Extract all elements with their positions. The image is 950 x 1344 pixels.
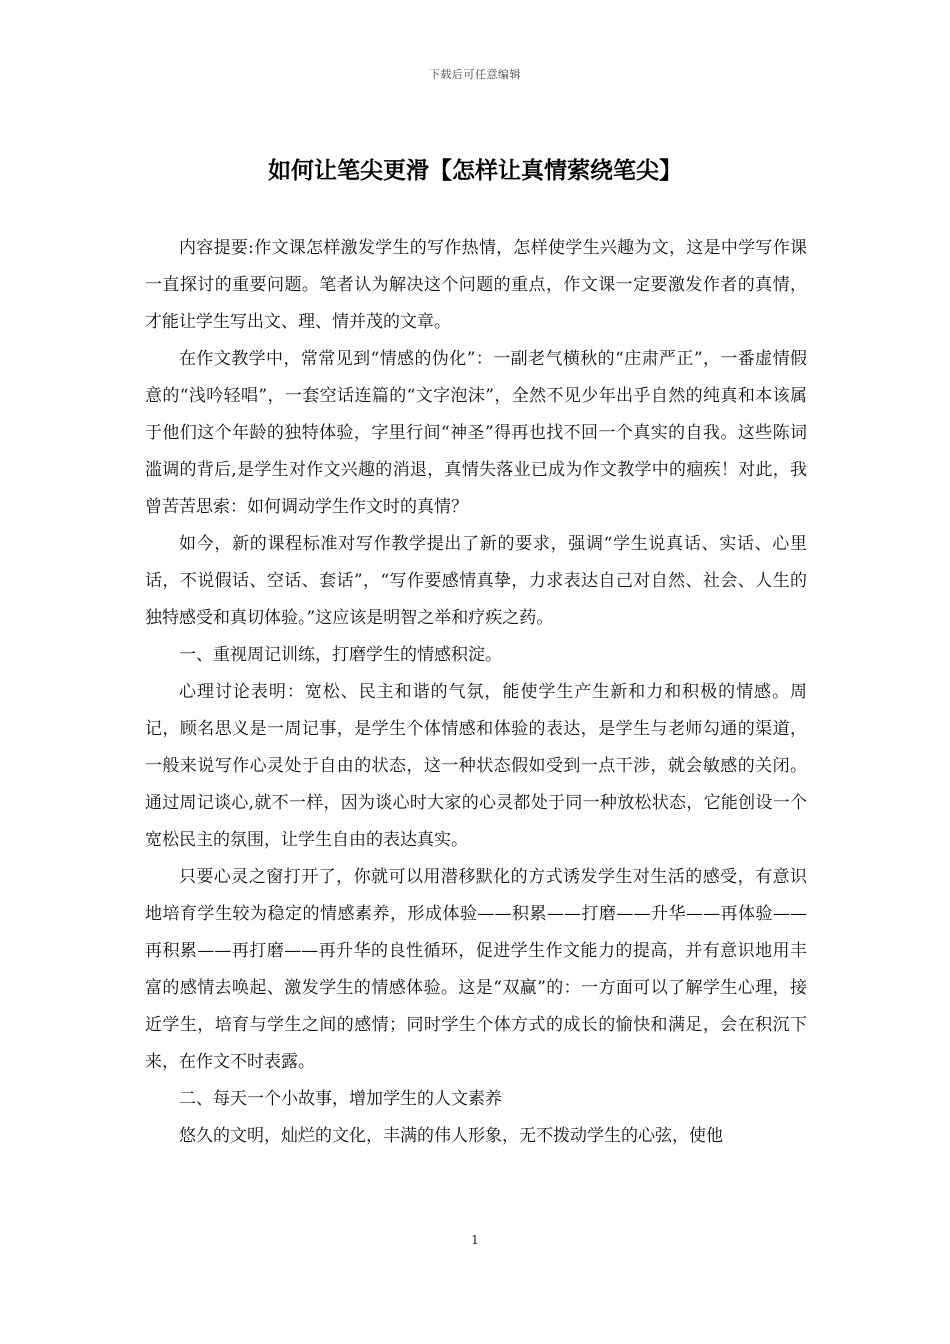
page-number: 1 [471, 1233, 479, 1247]
header-note: 下载后可任意编辑 [429, 68, 521, 81]
paragraph: 悠久的文明，灿烂的文化，丰满的伟人形象，无不拨动学生的心弦，使他 [179, 1126, 723, 1146]
document-body [145, 230, 807, 1155]
paragraph-abstract: 内容提要:作文课怎样激发学生的写作热情，怎样使学生兴趣为文，这是中学写作课一直探讨的重要问题。笔者认为解决这个问题的重点，作文课一定要激发作者的真情，才能让学生写出文、理、情并茂的文章。 [145, 238, 807, 332]
document-title: 如何让笔尖更滑【怎样让真情萦绕笔尖】 [268, 158, 682, 184]
paragraph: 心理讨论表明：宽松、民主和谐的气氛，能使学生产生新和力和积极的情感。周记，顾名思义是一周记事，是学生个体情感和体验的表达，是学生与老师勾通的渠道，一般来说写作心灵处于自由的状态，这一种状态假如受到一点干涉，就会敏感的关闭。通过周记谈心,就不一样，因为谈心时大家的心灵都处于同一种放松状态，它能创设一个宽松民主的氛围，让学生自由的表达真实。 [145, 682, 807, 850]
section-heading: 二、每天一个小故事，增加学生的人文素养 [179, 1089, 502, 1109]
paragraph: 在作文教学中，常常见到“情感的伪化”：一副老气横秋的“庄肃严正”，一番虚情假意的“浅吟轻唱”，一套空话连篇的“文字泡沫”，全然不见少年出乎自然的纯真和本该属于他们这个年龄的独特体验，字里行间“神圣”得再也找不回一个真实的自我。这些陈词滥调的背后,是学生对作文兴趣的消退，真情失落业已成为作文教学中的痼疾！对此，我曾苦苦思索：如何调动学生作文时的真情？ [145, 349, 807, 517]
paragraph: 如今，新的课程标准对写作教学提出了新的要求，强调“学生说真话、实话、心里话，不说假话、空话、套话”，“写作要感情真挚，力求表达自己对自然、社会、人生的独特感受和真切体验。”这应该是明智之举和疗疾之药。 [145, 534, 807, 628]
section-heading: 一、重视周记训练，打磨学生的情感积淀。 [179, 645, 502, 665]
paragraph: 只要心灵之窗打开了，你就可以用潜移默化的方式诱发学生对生活的感受，有意识地培育学生较为稳定的情感素养，形成体验——积累——打磨——升华——再体验——再积累——再打磨——再升华的良性循环，促进学生作文能力的提高，并有意识地用丰富的感情去唤起、激发学生的情感体验。这是“双赢”的：一方面可以了解学生心理，接近学生，培育与学生之间的感情；同时学生个体方式的成长的愉快和满足，会在积沉下来，在作文不时表露。 [145, 867, 807, 1072]
